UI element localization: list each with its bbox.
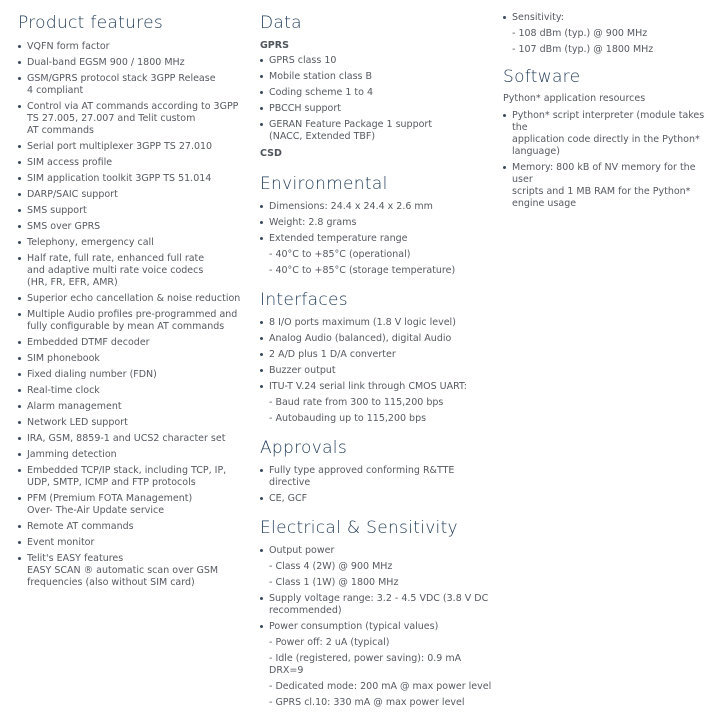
list-item: Fully type approved conforming R&TTE directive [260,465,496,489]
electrical-list [260,545,496,709]
product-features-heading: Product features [18,13,163,33]
gprs-list [260,55,496,143]
sensitivity-1800: - 107 dBm (typ.) @ 1800 MHz [512,44,654,55]
sensitivity-label: Sensitivity: [512,12,564,23]
list-item: Half rate, full rate, enhanced full rate and adaptive multi rate voice codecs (HR, FR, EFR, AMR) [18,253,246,289]
list-item: Real-time clock [18,385,246,397]
temp-range-label: Extended temperature range [269,233,408,244]
class1: - Class 1 (1W) @ 1800 MHz [269,577,399,588]
data-heading: Data [260,13,302,33]
interfaces-heading: Interfaces [260,290,348,310]
interfaces-list [260,317,496,425]
software-list [503,110,719,210]
list-item [260,381,496,425]
list-item: Multiple Audio profiles pre-programmed and fully configurable by mean AT commands [18,309,246,333]
list-item [503,12,719,56]
list-item: 8 I/O ports maximum (1.8 V logic level) [260,317,496,329]
list-item: SIM access profile [18,157,246,169]
list-item: SIM application toolkit 3GPP TS 51.014 [18,173,246,185]
consumption-label: Power consumption (typical values) [269,621,439,632]
list-item: DARP/SAIC support [18,189,246,201]
list-item: Telit's EASY features EASY SCAN ® automatic scan over GSM frequencies (also without SIM card) [18,553,246,589]
environmental-list [260,201,496,277]
approvals-list [260,465,496,505]
list-item: Remote AT commands [18,521,246,533]
list-item: Analog Audio (balanced), digital Audio [260,333,496,345]
autobauding: - Autobauding up to 115,200 bps [269,413,427,424]
list-item: PFM (Premium FOTA Management) Over- The-Air Update service [18,493,246,517]
environmental-heading: Environmental [260,174,388,194]
list-item: Supply voltage range: 3.2 - 4.5 VDC (3.8 V DC recommended) [260,593,496,617]
list-item: SIM phonebook [18,353,246,365]
list-item: VQFN form factor [18,41,246,53]
list-item [260,545,496,589]
temp-operational: - 40°C to +85°C (operational) [269,249,411,260]
list-item: Alarm management [18,401,246,413]
list-item: Fixed dialing number (FDN) [18,369,246,381]
list-item: Weight: 2.8 grams [260,217,496,229]
csd-label: CSD [260,148,282,159]
list-item: Control via AT commands according to 3GPP TS 27.005, 27.007 and Telit custom AT commands [18,101,246,137]
list-item: CE, GCF [260,493,496,505]
list-item: Python* script interpreter (module takes the application code directly in the Python* language) [503,110,719,158]
list-item: Telephony, emergency call [18,237,246,249]
list-item: GERAN Feature Package 1 support (NACC, Extended TBF) [260,119,496,143]
list-item: IRA, GSM, 8859-1 and UCS2 character set [18,433,246,445]
list-item: GSM/GPRS protocol stack 3GPP Release 4 compliant [18,73,246,97]
list-item: Embedded DTMF decoder [18,337,246,349]
list-item: SMS over GPRS [18,221,246,233]
list-item: GPRS class 10 [260,55,496,67]
list-item: Network LED support [18,417,246,429]
list-item: Embedded TCP/IP stack, including TCP, IP, UDP, SMTP, ICMP and FTP protocols [18,465,246,489]
list-item: SMS support [18,205,246,217]
serial-label: ITU-T V.24 serial link through CMOS UART: [269,381,468,392]
software-intro: Python* application resources [503,93,646,104]
idle-consumption: - Idle (registered, power saving): 0.9 mA DRX=9 [269,653,462,676]
sensitivity-list [503,12,719,56]
list-item: Buzzer output [260,365,496,377]
sensitivity-software-column [503,12,719,214]
list-item: Memory: 800 kB of NV memory for the user scripts and 1 MB RAM for the Python* engine usage [503,162,719,210]
list-item: PBCCH support [260,103,496,115]
list-item: Dual-band EGSM 900 / 1800 MHz [18,57,246,69]
list-item: Jamming detection [18,449,246,461]
list-item [260,621,496,709]
class4: - Class 4 (2W) @ 900 MHz [269,561,393,572]
list-item: Coding scheme 1 to 4 [260,87,496,99]
output-power-label: Output power [269,545,335,556]
gprs-label: GPRS [260,40,289,51]
dedicated-consumption: - Dedicated mode: 200 mA @ max power level [269,681,492,692]
temp-storage: - 40°C to +85°C (storage temperature) [269,265,456,276]
approvals-heading: Approvals [260,438,347,458]
power-off: - Power off: 2 uA (typical) [269,637,390,648]
list-item: Serial port multiplexer 3GPP TS 27.010 [18,141,246,153]
product-features-column [18,12,246,593]
sensitivity-900: - 108 dBm (typ.) @ 900 MHz [512,28,648,39]
baud-rate: - Baud rate from 300 to 115,200 bps [269,397,444,408]
product-features-list [18,41,246,589]
gprs-consumption: - GPRS cl.10: 330 mA @ max power level [269,697,465,708]
specs-column [260,12,496,713]
electrical-heading: Electrical & Sensitivity [260,518,458,538]
list-item: Event monitor [18,537,246,549]
list-item: 2 A/D plus 1 D/A converter [260,349,496,361]
software-heading: Software [503,67,581,87]
list-item: Superior echo cancellation & noise reduction [18,293,246,305]
list-item: Dimensions: 24.4 x 24.4 x 2.6 mm [260,201,496,213]
list-item: Mobile station class B [260,71,496,83]
list-item [260,233,496,277]
